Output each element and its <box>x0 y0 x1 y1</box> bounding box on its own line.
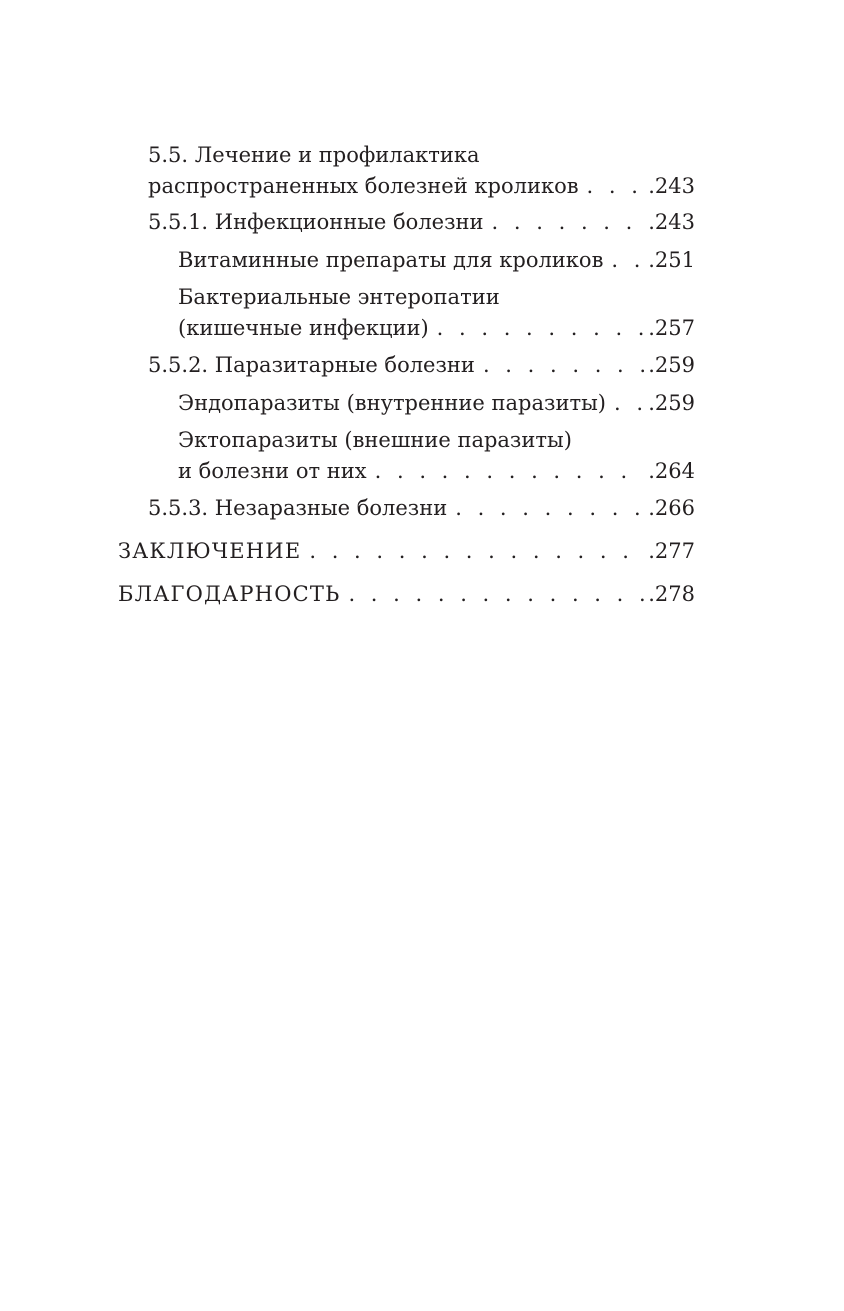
toc-entry-ectoparasites[interactable] <box>118 425 695 487</box>
toc-entry-vitamins[interactable] <box>118 245 695 276</box>
toc-entry-title-cont: и болезни от них <box>178 459 367 483</box>
page-number: .251 <box>648 248 695 272</box>
toc-entry-5-5[interactable] <box>118 140 695 202</box>
toc-entry-endoparasites[interactable] <box>118 388 695 419</box>
dot-leader <box>309 536 644 567</box>
dot-leader <box>455 493 644 524</box>
page-number: .264 <box>648 459 695 483</box>
toc-entry-title: 5.5.1. Инфекционные болезни <box>148 210 484 234</box>
dot-leader <box>348 579 644 610</box>
toc-entry-title: 5.5.2. Паразитарные болезни <box>148 353 475 377</box>
page-number: .257 <box>648 316 695 340</box>
page-number: .266 <box>648 496 695 520</box>
toc-entry-title: 5.5.3. Незаразные болезни <box>148 496 448 520</box>
dot-leader <box>483 350 644 381</box>
toc-entry-title: Витаминные препараты для кроликов <box>178 248 604 272</box>
page-number: .243 <box>648 210 695 234</box>
toc-entry-title: Эктопаразиты (внешние паразиты) <box>178 428 572 452</box>
toc-entry-5-5-3[interactable] <box>118 493 695 524</box>
toc-entry-title-cont: распространенных болезней кроликов <box>148 174 579 198</box>
toc-entry-title: Эндопаразиты (внутренние паразиты) <box>178 391 606 415</box>
toc-entry-5-5-1[interactable] <box>118 207 695 238</box>
table-of-contents <box>118 140 695 610</box>
dot-leader <box>611 245 644 276</box>
toc-entry-title: 5.5. Лечение и профилактика <box>148 143 480 167</box>
toc-entry-title-cont: (кишечные инфекции) <box>178 316 429 340</box>
toc-entry-conclusion[interactable] <box>118 536 695 567</box>
page-number: .277 <box>648 539 695 563</box>
dot-leader <box>437 313 645 344</box>
toc-entry-title: Бактериальные энтеропатии <box>178 285 500 309</box>
toc-entry-5-5-2[interactable] <box>118 350 695 381</box>
dot-leader <box>614 388 644 419</box>
dot-leader <box>375 456 645 487</box>
page-number: .259 <box>648 391 695 415</box>
page-number: .278 <box>648 582 695 606</box>
dot-leader <box>492 207 645 238</box>
toc-entry-title: БЛАГОДАРНОСТЬ <box>118 582 341 606</box>
page-number: .259 <box>648 353 695 377</box>
toc-entry-acknowledgements[interactable] <box>118 579 695 610</box>
page-number: .243 <box>648 174 695 198</box>
toc-entry-title: ЗАКЛЮЧЕНИЕ <box>118 539 302 563</box>
dot-leader <box>587 171 645 202</box>
toc-entry-enteropathies[interactable] <box>118 282 695 344</box>
